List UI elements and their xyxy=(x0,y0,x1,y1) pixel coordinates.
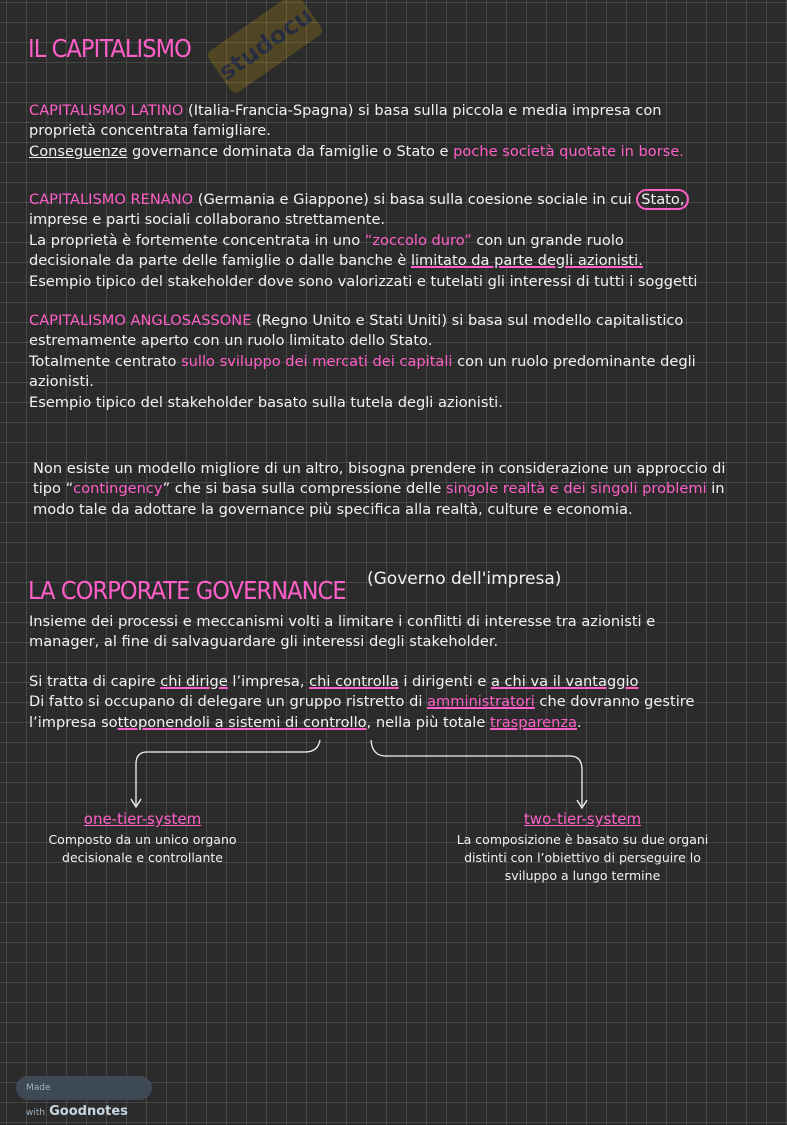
one-tier-title: one-tier-system xyxy=(83,810,202,828)
renano-text: con un grande ruolo xyxy=(471,231,624,249)
two-tier-desc3: sviluppo a lungo termine xyxy=(504,868,661,883)
renano-line5: Esempio tipico del stakeholder dove sono valorizzati e tutelati gli interessi di tutti i soggetti xyxy=(29,272,698,290)
chi-vantaggio: a chi va il vantaggio xyxy=(490,673,639,690)
anglo-line5: Esempio tipico del stakeholder basato sulla tutela degli azionisti. xyxy=(29,393,503,411)
one-tier-desc1: Composto da un unico organo xyxy=(48,832,237,847)
anglo-text: (Regno Unito e Stati Uniti) si basa sul modello capitalistico xyxy=(251,312,684,329)
watermark-text: studocu xyxy=(213,1,318,87)
anglo-text: con un ruolo predominante degli xyxy=(452,352,696,370)
corp-text: Di fatto si occupano di delegare un gruppo ristretto di xyxy=(29,693,428,711)
corporate-heading: LA CORPORATE GOVERNANCE xyxy=(28,576,346,605)
trasparenza: trasparenza xyxy=(489,713,577,731)
badge-brand: Goodnotes xyxy=(49,1104,128,1119)
amministratori: amministratori xyxy=(427,693,535,711)
def-line2: manager, al fine di salvaguardare gli interessi degli stakeholder. xyxy=(29,633,499,651)
two-tier-title: two-tier-system xyxy=(523,810,642,828)
conclusion-text: tipo “ xyxy=(33,480,74,498)
renano-heading: CAPITALISMO RENANO xyxy=(29,191,194,208)
conclusion-text: in xyxy=(706,480,725,498)
anglo-heading: CAPITALISMO ANGLOSASSONE xyxy=(29,312,252,329)
conclusion-line3: modo tale da adottare la governance più specifica alla realtà, culture e economia. xyxy=(33,500,633,518)
one-tier-block xyxy=(40,810,245,867)
latino-text: governance dominata da famiglie o Stato e xyxy=(127,142,454,160)
latino-text: (Italia-Francia-Spagna) si basa sulla piccola e media impresa con xyxy=(183,102,662,119)
chi-controlla: chi controlla xyxy=(309,673,399,690)
arrow-one-tier xyxy=(136,740,320,805)
latino-heading: CAPITALISMO LATINO xyxy=(29,102,184,119)
goodnotes-badge xyxy=(16,1076,152,1119)
arrow-two-tier xyxy=(371,740,582,806)
chi-dirige: chi dirige xyxy=(160,673,228,690)
latino-consequences: Conseguenze xyxy=(29,142,128,160)
conclusion-line1: Non esiste un modello migliore di un altro, bisogna prendere in considerazione un approccio di xyxy=(33,460,726,477)
anglo-text: Totalmente centrato xyxy=(29,352,182,370)
contingency: contingency xyxy=(73,480,163,498)
conclusion-text: ” che si basa sulla compressione delle xyxy=(162,480,447,498)
renano-text: decisionale da parte delle famiglie o dalle banche è xyxy=(29,252,411,270)
one-tier-desc2: decisionale e controllante xyxy=(62,850,223,865)
two-tier-desc1: La composizione è basato su due organi xyxy=(456,832,709,847)
sistemi-controllo: ttoponendoli a sistemi di controllo xyxy=(117,713,367,731)
conclusion-highlight: singole realtà e dei singoli problemi xyxy=(446,480,707,498)
stato-circled: Stato, xyxy=(636,189,689,210)
two-tier-desc2: distinti con l’obiettivo di perseguire lo xyxy=(464,850,701,865)
corporate-aside: (Governo dell'impresa) xyxy=(367,569,562,589)
latino-highlight: poche società quotate in borse. xyxy=(453,142,684,160)
two-tier-block xyxy=(450,810,715,885)
renano-line2: imprese e parti sociali collaborano strettamente. xyxy=(29,211,386,229)
corp-text: i dirigenti e xyxy=(398,673,491,690)
renano-text: (Germania e Giappone) si basa sulla coesione sociale in cui xyxy=(193,191,637,208)
corp-text: l’impresa so xyxy=(29,713,118,731)
corp-text: , nella più totale xyxy=(366,713,490,731)
def-line1: Insieme dei processi e meccanismi volti a limitare i conflitti di interesse tra azionisti e xyxy=(29,613,656,630)
corp-text: . xyxy=(576,713,582,731)
anglo-line4: azionisti. xyxy=(29,373,94,391)
corp-text: che dovranno gestire xyxy=(534,693,695,711)
zoccolo-duro: “zoccolo duro” xyxy=(364,231,472,249)
page-title: IL CAPITALISMO xyxy=(28,34,191,63)
corp-text: l’impresa, xyxy=(227,673,310,690)
renano-underlined: limitato da parte degli azionisti. xyxy=(410,252,643,270)
badge-made: Made with xyxy=(26,1083,51,1118)
anglo-highlight: sullo sviluppo dei mercati dei capitali xyxy=(181,352,453,370)
latino-line2: proprietà concentrata famigliare. xyxy=(29,122,271,140)
anglo-line2: estremamente aperto con un ruolo limitato dello Stato. xyxy=(29,332,433,350)
renano-text: La proprietà è fortemente concentrata in uno xyxy=(29,231,365,249)
corp-text: Si tratta di capire xyxy=(29,673,161,690)
